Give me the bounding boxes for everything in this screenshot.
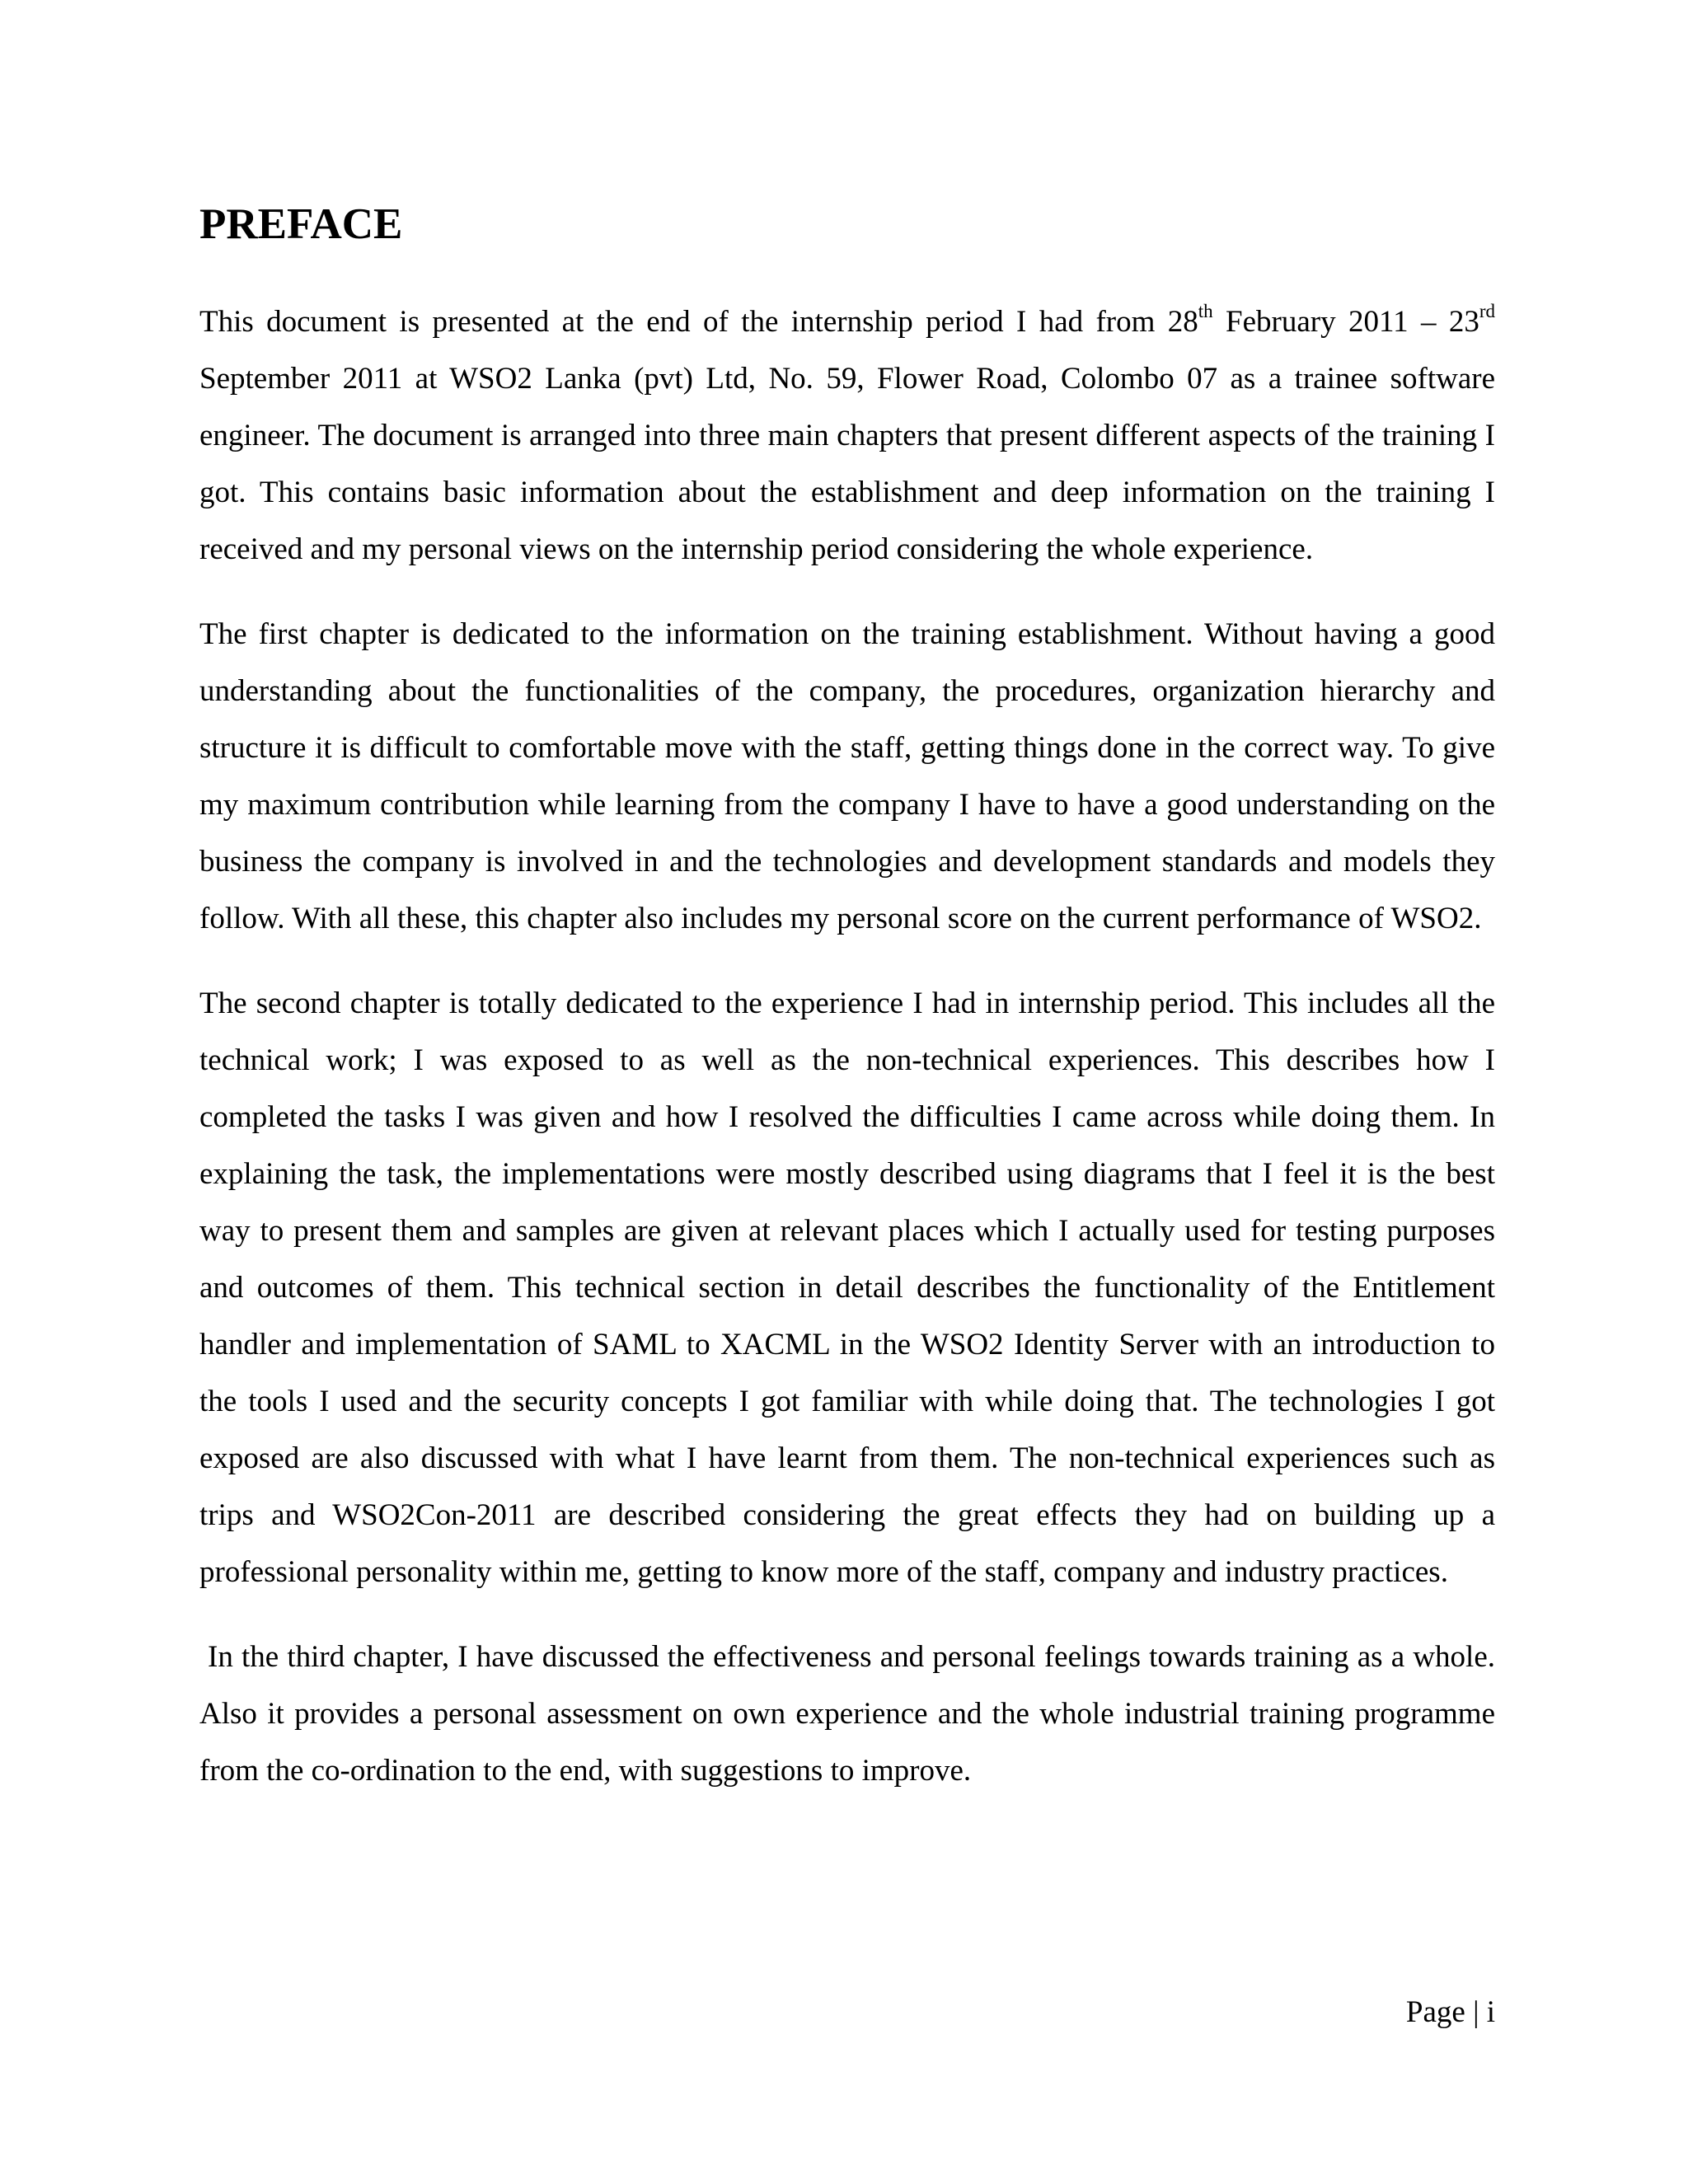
document-page xyxy=(199,198,1495,1827)
paragraph-intro-text-3: September 2011 at WSO2 Lanka (pvt) Ltd, No. 59, Flower Road, Colombo 07 as a trainee software engineer. The document is arranged into three main chapters that present different aspects of the training I got. This contains basic information about the establishment and deep information on the training I received and my personal views on the internship period considering the whole experience. xyxy=(199,362,1495,566)
superscript-th: th xyxy=(1198,300,1213,321)
superscript-rd: rd xyxy=(1479,300,1495,321)
paragraph-chapter-two: The second chapter is totally dedicated to the experience I had in internship period. This includes all the technical work; I was exposed to as well as the non-technical experiences. This describes how I completed the tasks I was given and how I resolved the difficulties I came across while doing them. In explaining the task, the implementations were mostly described using diagrams that I feel it is the best way to present them and samples are given at relevant places which I actually used for testing purposes and outcomes of them. This technical section in detail describes the functionality of the Entitlement handler and implementation of SAML to XACML in the WSO2 Identity Server with an introduction to the tools I used and the security concepts I got familiar with while doing that. The technologies I got exposed are also discussed with what I have learnt from them. The non-technical experiences such as trips and WSO2Con-2011 are described considering the great effects they had on building up a professional personality within me, getting to know more of the staff, company and industry practices. xyxy=(199,987,1495,1589)
page-number-footer: Page | i xyxy=(1405,1995,1495,2029)
paragraph-intro xyxy=(199,293,1495,578)
page-title: PREFACE xyxy=(199,200,403,248)
paragraph-chapter-three: In the third chapter, I have discussed the effectiveness and personal feelings towards training as a whole. Also it provides a personal assessment on own experience and the whole industrial training programme from the co-ordination to the end, with suggestions to improve. xyxy=(199,1640,1495,1788)
paragraph-intro-text-1: This document is presented at the end of the internship period I had from 28 xyxy=(199,305,1198,339)
paragraph-chapter-one: The first chapter is dedicated to the information on the training establishment. Without having a good understanding about the functionalities of the company, the procedures, organization hierarchy and structure it is difficult to comfortable move with the staff, getting things done in the correct way. To give my maximum contribution while learning from the company I have to have a good understanding on the business the company is involved in and the technologies and development standards and models they follow. With all these, this chapter also includes my personal score on the current performance of WSO2. xyxy=(199,617,1495,935)
paragraph-intro-text-2: February 2011 – 23 xyxy=(1212,305,1479,339)
